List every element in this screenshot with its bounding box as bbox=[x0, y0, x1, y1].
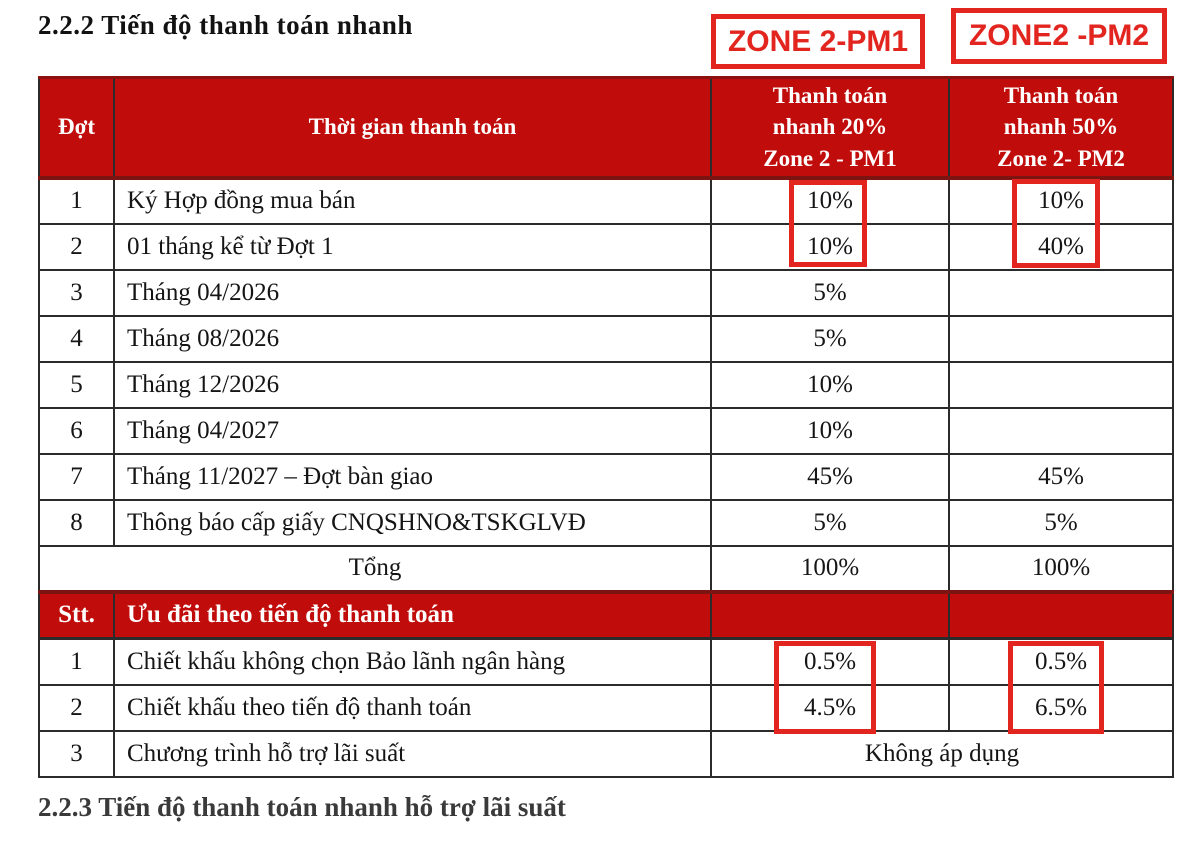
zone2-pm2-annotation-label: ZONE2 -PM2 bbox=[968, 19, 1150, 52]
pm2-value-cell: 0.5% bbox=[949, 639, 1173, 685]
pm2-value-cell: 10% bbox=[949, 178, 1173, 224]
pm2-value-cell: 45% bbox=[949, 454, 1173, 500]
pm1-value-cell: 10% bbox=[711, 408, 949, 454]
incentive-header-pm1-empty bbox=[711, 592, 949, 639]
section-heading: 2.2.2 Tiến độ thanh toán nhanh bbox=[38, 10, 413, 40]
total-label-cell: Tổng bbox=[39, 546, 711, 592]
row-number-cell: 2 bbox=[39, 224, 114, 270]
row-number-cell: 1 bbox=[39, 639, 114, 685]
row-number-cell: 1 bbox=[39, 178, 114, 224]
row-number-cell: 6 bbox=[39, 408, 114, 454]
milestone-cell: Tháng 12/2026 bbox=[114, 362, 711, 408]
pm1-value-cell: 5% bbox=[711, 500, 949, 546]
header-pm2-line: Zone 2- PM2 bbox=[997, 146, 1125, 172]
header-pm1-line: Zone 2 - PM1 bbox=[763, 146, 897, 172]
row-number-cell: 8 bbox=[39, 500, 114, 546]
table-row bbox=[39, 500, 1173, 546]
incentive-label-cell: Chiết khấu không chọn Bảo lãnh ngân hàng bbox=[114, 639, 711, 685]
table-row bbox=[39, 270, 1173, 316]
highlight-box-pm2-discounts bbox=[1008, 641, 1104, 734]
table-row bbox=[39, 408, 1173, 454]
header-pm1 bbox=[711, 78, 949, 178]
table-row bbox=[39, 362, 1173, 408]
table-row bbox=[39, 224, 1173, 270]
incentive-row bbox=[39, 685, 1173, 731]
row-number-cell: 2 bbox=[39, 685, 114, 731]
total-pm2-cell: 100% bbox=[949, 546, 1173, 592]
milestone-cell: Tháng 08/2026 bbox=[114, 316, 711, 362]
incentive-header-label: Ưu đãi theo tiến độ thanh toán bbox=[114, 592, 711, 639]
incentive-label-cell: Chương trình hỗ trợ lãi suất bbox=[114, 731, 711, 777]
cut-off-next-heading: 2.2.3 Tiến độ thanh toán nhanh hỗ trợ lãi suất bbox=[38, 792, 566, 822]
table-header-row bbox=[39, 78, 1173, 178]
pm2-value-cell: 5% bbox=[949, 500, 1173, 546]
header-pm2 bbox=[949, 78, 1173, 178]
pm2-value-cell bbox=[949, 270, 1173, 316]
pm2-value-cell: 6.5% bbox=[949, 685, 1173, 731]
row-number-cell: 3 bbox=[39, 731, 114, 777]
pm2-value-cell bbox=[949, 408, 1173, 454]
pm1-value-cell: 10% bbox=[711, 362, 949, 408]
header-pm2-line: nhanh 50% bbox=[1003, 114, 1119, 140]
milestone-cell: Thông báo cấp giấy CNQSHNO&TSKGLVĐ bbox=[114, 500, 711, 546]
pm1-value-cell: 5% bbox=[711, 270, 949, 316]
milestone-cell: 01 tháng kể từ Đợt 1 bbox=[114, 224, 711, 270]
milestone-cell: Ký Hợp đồng mua bán bbox=[114, 178, 711, 224]
row-number-cell: 7 bbox=[39, 454, 114, 500]
highlight-box-pm1-discounts bbox=[774, 641, 876, 734]
highlight-box-pm2-rows1-2 bbox=[1012, 179, 1100, 268]
row-number-cell: 5 bbox=[39, 362, 114, 408]
pm1-value-cell: 10% bbox=[711, 224, 949, 270]
incentive-header-row bbox=[39, 592, 1173, 639]
milestone-cell: Tháng 04/2026 bbox=[114, 270, 711, 316]
header-payment-time: Thời gian thanh toán bbox=[114, 78, 711, 178]
payment-schedule-table bbox=[38, 76, 1174, 778]
table-row bbox=[39, 316, 1173, 362]
pm2-value-cell bbox=[949, 316, 1173, 362]
row-number-cell: 4 bbox=[39, 316, 114, 362]
total-pm1-cell: 100% bbox=[711, 546, 949, 592]
pm2-value-cell bbox=[949, 362, 1173, 408]
header-round: Đợt bbox=[39, 78, 114, 178]
table-row bbox=[39, 454, 1173, 500]
row-number-cell: 3 bbox=[39, 270, 114, 316]
incentive-header-pm2-empty bbox=[949, 592, 1173, 639]
pm1-value-cell: 0.5% bbox=[711, 639, 949, 685]
pm1-value-cell: 4.5% bbox=[711, 685, 949, 731]
incentive-header-no: Stt. bbox=[39, 592, 114, 639]
milestone-cell: Tháng 11/2027 – Đợt bàn giao bbox=[114, 454, 711, 500]
milestone-cell: Tháng 04/2027 bbox=[114, 408, 711, 454]
header-pm1-line: nhanh 20% bbox=[772, 114, 888, 140]
pm1-value-cell: 45% bbox=[711, 454, 949, 500]
zone2-pm1-annotation-box bbox=[711, 14, 925, 69]
table-row bbox=[39, 178, 1173, 224]
header-pm1-line: Thanh toán bbox=[772, 82, 888, 108]
header-pm2-line: Thanh toán bbox=[1003, 82, 1119, 108]
pm2-value-cell: 40% bbox=[949, 224, 1173, 270]
zone2-pm2-annotation-box bbox=[951, 8, 1167, 64]
pm1-value-cell: 10% bbox=[711, 178, 949, 224]
incentive-row bbox=[39, 639, 1173, 685]
highlight-box-pm1-rows1-2 bbox=[789, 180, 867, 267]
incentive-label-cell: Chiết khấu theo tiến độ thanh toán bbox=[114, 685, 711, 731]
zone2-pm1-annotation-label: ZONE 2-PM1 bbox=[727, 24, 909, 58]
incentive-row bbox=[39, 731, 1173, 777]
pm1-value-cell: 5% bbox=[711, 316, 949, 362]
total-row bbox=[39, 546, 1173, 592]
merged-value-cell: Không áp dụng bbox=[711, 731, 1173, 777]
